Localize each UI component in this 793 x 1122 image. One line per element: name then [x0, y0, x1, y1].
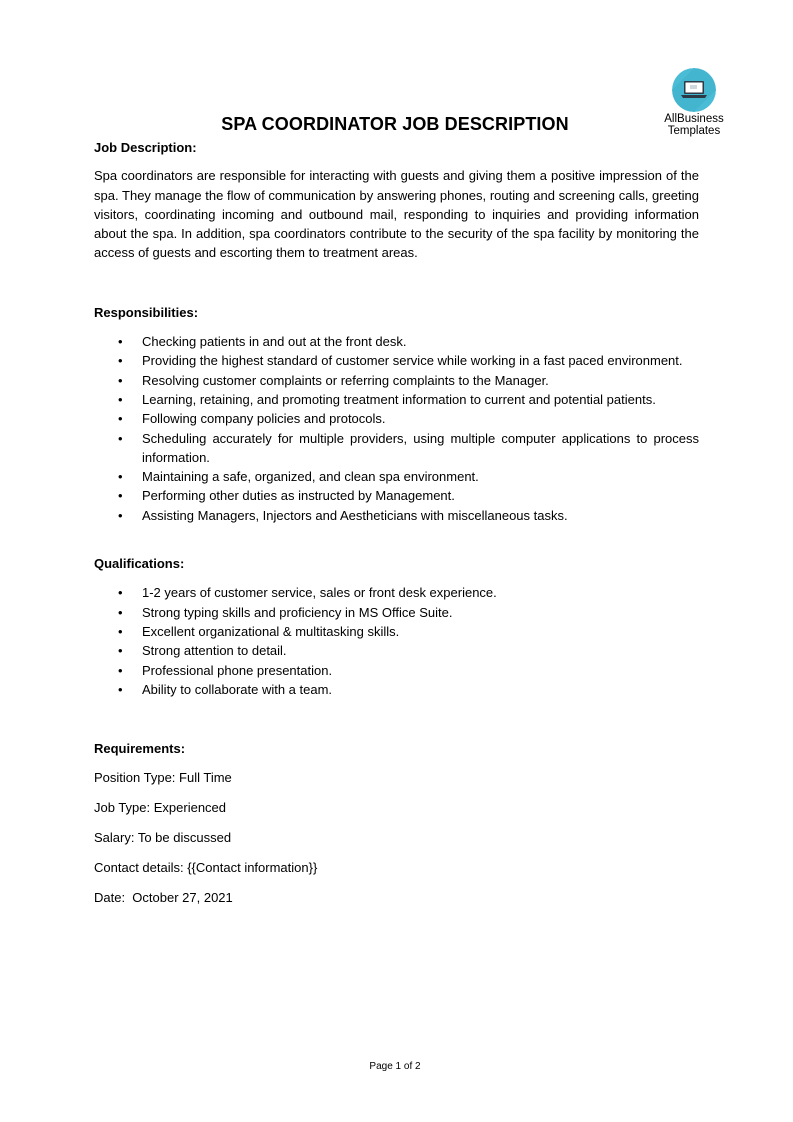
bullet-icon: • [118, 469, 123, 485]
job-description-heading: Job Description: [94, 140, 197, 155]
logo-line-2: Templates [667, 125, 721, 137]
bullet-icon: • [118, 623, 123, 639]
logo-line-1: AllBusiness [664, 113, 724, 125]
list-item: • Checking patients in and out at the front desk. [94, 332, 699, 351]
bullet-icon: • [118, 604, 123, 620]
bullet-icon: • [118, 507, 123, 523]
bullet-icon: • [118, 353, 123, 369]
bullet-icon: • [118, 662, 123, 678]
bullet-icon: • [118, 391, 123, 407]
bullet-icon: • [118, 585, 123, 601]
date: Date: October 27, 2021 [94, 890, 233, 906]
list-item: • Professional phone presentation. [94, 661, 699, 680]
salary: Salary: To be discussed [94, 830, 232, 846]
contact-details: Contact details: {{Contact information}} [94, 860, 318, 876]
list-item: • Providing the highest standard of customer service while working in a fast paced environment. [94, 351, 699, 370]
responsibilities-list [94, 332, 699, 525]
bullet-icon: • [118, 430, 123, 446]
responsibilities-heading: Responsibilities: [94, 304, 199, 320]
position-type: Position Type: Full Time [94, 770, 232, 786]
job-description-text: Spa coordinators are responsible for interacting with guests and giving them a positive impression of the spa. They manage the flow of communication by answering phones, routing and screening calls, greeting visitors, coordinating incoming and outbound mail, responding to inquiries and providing information about the spa. In addition, spa coordinators contribute to the security of the spa facility by monitoring the access of guests and escorting them to treatment areas. [94, 168, 699, 261]
bullet-icon: • [118, 681, 123, 697]
list-item: • Maintaining a safe, organized, and clean spa environment. [94, 467, 699, 486]
requirements-heading: Requirements: [94, 741, 186, 757]
list-item: • Performing other duties as instructed by Management. [94, 486, 699, 505]
list-item: • Strong attention to detail. [94, 641, 699, 660]
qualifications-heading: Qualifications: [94, 556, 185, 572]
document-body [94, 138, 699, 908]
laptop-icon [672, 68, 716, 112]
list-item: • Resolving customer complaints or referring complaints to the Manager. [94, 371, 699, 390]
list-item: • Following company policies and protocols. [94, 409, 699, 428]
bullet-icon: • [118, 372, 123, 388]
bullet-icon: • [118, 643, 123, 659]
list-item: • Learning, retaining, and promoting treatment information to current and potential patients. [94, 390, 699, 409]
bullet-icon: • [118, 334, 123, 350]
job-type: Job Type: Experienced [94, 800, 227, 816]
bullet-icon: • [118, 411, 123, 427]
page-title: SPA COORDINATOR JOB DESCRIPTION [221, 114, 569, 134]
list-item: • Strong typing skills and proficiency in MS Office Suite. [94, 603, 699, 622]
bullet-icon: • [118, 488, 123, 504]
qualifications-list [94, 583, 699, 699]
page-footer: Page 1 of 2 [369, 1061, 421, 1072]
list-item: • Scheduling accurately for multiple providers, using multiple computer applications to process information. [118, 430, 699, 465]
list-item: • Excellent organizational & multitasking skills. [94, 622, 699, 641]
list-item: • Assisting Managers, Injectors and Aestheticians with miscellaneous tasks. [94, 506, 699, 525]
list-item: • Ability to collaborate with a team. [94, 680, 699, 699]
list-item: • 1-2 years of customer service, sales or front desk experience. [94, 583, 699, 602]
